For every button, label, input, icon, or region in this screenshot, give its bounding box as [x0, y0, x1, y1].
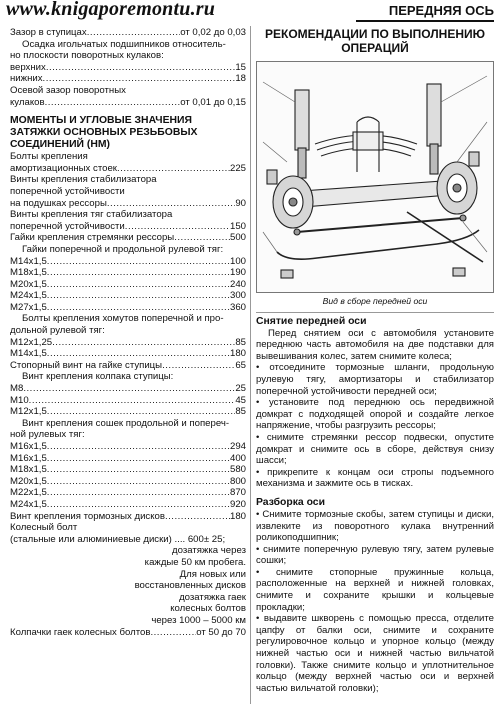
spec-note: восстановленных дисков: [134, 580, 246, 592]
removal-heading: Снятие передней оси: [256, 315, 367, 327]
spec-text: Осадка игольчатых подшипников относитель-: [22, 38, 226, 50]
spec-row: М12х1,25 ..... 85: [10, 337, 246, 349]
spec-row: М10 ..... 45: [10, 395, 246, 407]
spec-row: М24х1,5 ..... 300: [10, 290, 246, 302]
torque-heading: МОМЕНТЫ И УГЛОВЫЕ ЗНАЧЕНИЯ: [10, 115, 192, 127]
spec-row: М14х1,5 ..... 180: [10, 348, 246, 360]
bullet-item: • отсоедините тормозные шланги, продольную рулевую тягу, амортизаторы и стабилизатор поперечной устойчивости передней оси;: [256, 362, 494, 397]
disassembly-heading: Разборка оси: [256, 496, 325, 508]
spec-note: каждые 50 км пробега.: [144, 556, 246, 568]
spec-row: нижних ..... 18: [10, 73, 246, 85]
spec-row: Зазор в ступицах ..... от 0,02 до 0,03: [10, 27, 246, 39]
spec-row: М12х1,5 ..... 85: [10, 406, 246, 418]
figure-caption: Вид в сборе передней оси: [322, 296, 428, 306]
spec-text: ной рулевых тяг:: [10, 429, 85, 441]
bullet-item: • выдавите шкворень с помощью пресса, отделите цапфу от балки оси, снимите и сохраните регулировочное кольцо и упорное кольцо (между нижней частью оси и нижней частью вильчатой головки). Также снимите кольцо и уплотнительное кольцо (между верхней частью оси и верхней частью вильчатой головки);: [256, 613, 494, 694]
spec-row: М16х1,5 ..... 294: [10, 441, 246, 453]
spec-text: Винты крепления тяг стабилизатора: [10, 209, 173, 221]
spec-text: Болты крепления: [10, 151, 88, 163]
specs-column: [10, 27, 246, 638]
spec-row: М14х1,5 ..... 100: [10, 256, 246, 268]
column-divider: [250, 26, 251, 704]
spec-note: через 1000 – 5000 км: [151, 614, 246, 626]
spec-text: дольной рулевой тяг:: [10, 325, 105, 337]
site-url: www.knigaporemontu.ru: [6, 0, 216, 20]
spec-row: М18х1,5 ..... 190: [10, 267, 246, 279]
spec-row: М16х1,5 ..... 400: [10, 453, 246, 465]
spec-note: дозатяжка гаек: [179, 591, 246, 603]
bullet-item: • снимите стопорные пружинные кольца, расположенные на верхней и нижней головках, снимите и сохраните крышки и кольцевые прокладки;: [256, 566, 494, 613]
axle-assembly-figure: [256, 61, 494, 293]
spec-row: М18х1,5 ..... 580: [10, 464, 246, 476]
torque-heading: СОЕДИНЕНИЙ (НМ): [10, 139, 110, 151]
bullet-item: • установите под переднюю ось передвижной домкрат с подходящей опорой и создайте легкое напряжение, чтобы разгрузить рессоры;: [256, 397, 494, 432]
spec-text: Болты крепления хомутов поперечной и про-: [22, 313, 224, 325]
spec-row: Колпачки гаек колесных болтов ..... от 50 до 70: [10, 627, 246, 639]
spec-row: Стопорный винт на гайке ступицы ..... 65: [10, 360, 246, 372]
spec-text: Винты крепления стабилизатора: [10, 174, 157, 186]
torque-heading: ЗАТЯЖКИ ОСНОВНЫХ РЕЗЬБОВЫХ: [10, 127, 198, 139]
spec-row: Винт крепления тормозных дисков ..... 180: [10, 511, 246, 523]
spec-note: Для новых или: [179, 568, 246, 580]
instructions-column: [256, 27, 494, 694]
spec-row: М27х1,5 ..... 360: [10, 302, 246, 314]
spec-text: Винт крепления сошек продольной и попереч-: [22, 417, 230, 429]
spec-text: Колесный болт: [10, 522, 78, 534]
spec-text: Гайки поперечной и продольной рулевой тяг:: [22, 243, 224, 255]
bullet-item: • снимите поперечную рулевую тягу, затем рулевые сошки;: [256, 543, 494, 567]
spec-row: на подушках рессоры ..... 90: [10, 198, 246, 210]
spec-row: поперечной устойчивости ..... 150: [10, 221, 246, 233]
page-header: [0, 0, 500, 22]
spec-row: М8 ..... 25: [10, 383, 246, 395]
bullet-item: • снимите стремянки рессор подвески, опустите домкрат и снимите ось в сборе, действуя снизу шасси;: [256, 431, 494, 467]
bullet-item: • Снимите тормозные скобы, затем ступицы и диски, извлеките из поворотного кулака внутренний роликоподшипник;: [256, 508, 494, 544]
bullet-item: • прикрепите к концам оси стропы подъемного механизма и зажмите ось в тисках.: [256, 466, 494, 490]
spec-text: Винт крепления колпака ступицы:: [22, 371, 174, 383]
spec-row: верхних ..... 15: [10, 62, 246, 74]
spec-note: колесных болтов: [170, 603, 246, 615]
spec-text: Осевой зазор поворотных: [10, 84, 126, 96]
spec-text: (стальные или алюминиевые диски) .... 600± 25;: [10, 533, 226, 545]
spec-row: М24х1,5 ..... 920: [10, 499, 246, 511]
paragraph: Перед снятием оси с автомобиля установите переднюю часть автомобиля на две подставки для вывешивания колес, затем снимите колеса;: [256, 327, 494, 362]
recommendations-title: ОПЕРАЦИЙ: [341, 41, 409, 55]
spec-row: кулаков ..... от 0,01 до 0,15: [10, 97, 246, 109]
recommendations-title: РЕКОМЕНДАЦИИ ПО ВЫПОЛНЕНИЮ: [264, 27, 486, 41]
axle-drawing-icon: [257, 62, 493, 292]
spec-row: М20х1,5 ..... 240: [10, 279, 246, 291]
spec-row: М22х1,5 ..... 870: [10, 487, 246, 499]
spec-text: но плоскости поворотных кулаков:: [10, 50, 164, 62]
spec-row: М20х1,5 ..... 800: [10, 476, 246, 488]
spec-text: поперечной устойчивости: [10, 185, 125, 197]
spec-row: Гайки крепления стремянки рессоры ..... 500: [10, 232, 246, 244]
spec-row: амортизационных стоек ..... 225: [10, 163, 246, 175]
spec-note: дозатяжка через: [172, 545, 246, 557]
section-title: ПЕРЕДНЯЯ ОСЬ: [356, 1, 494, 22]
